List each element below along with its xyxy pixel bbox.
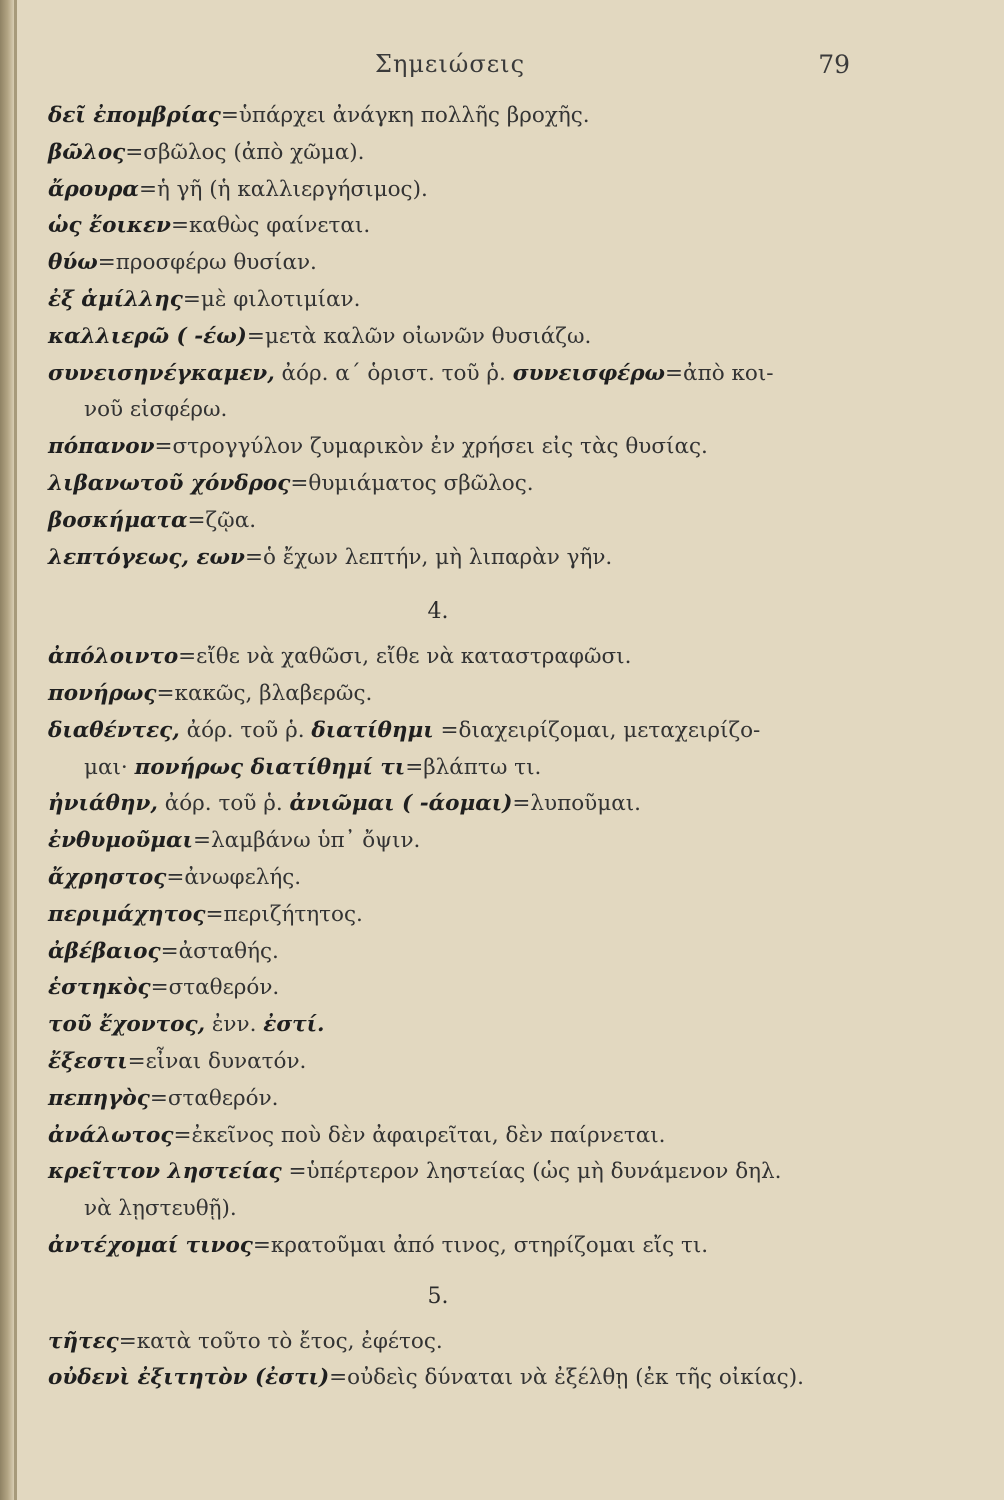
- continuation-definition: μαι·: [84, 754, 135, 780]
- gutter-edge: [14, 0, 17, 1500]
- entry-term: ἔξεστι: [48, 1048, 128, 1074]
- entry-definition: =εἴθε νὰ χαθῶσι, εἴθε νὰ καταστραφῶσι.: [178, 644, 632, 670]
- book-gutter: [0, 0, 14, 1500]
- entry-term: πονήρως: [48, 680, 157, 706]
- glossary-entry: [48, 429, 828, 466]
- entry-term-secondary: ἀνιῶμαι ( -άομαι): [289, 791, 513, 817]
- entry-definition: ἀόρ. τοῦ ῥ.: [179, 717, 312, 743]
- entry-definition: =στρογγύλον ζυμαρικὸν ἐν χρήσει εἰς τὰς θυσίας.: [154, 434, 708, 460]
- glossary-entry: [48, 98, 828, 135]
- glossary-entry: [48, 1081, 828, 1118]
- entry-term: ἄρουρα: [48, 176, 139, 202]
- glossary-entry: [48, 1324, 828, 1361]
- glossary-entry: [48, 1007, 828, 1044]
- section-heading-4: 4.: [427, 599, 449, 625]
- running-head: Σημειώσεις: [374, 50, 526, 78]
- glossary-entry: [48, 970, 828, 1007]
- entry-definition: =σταθερόν.: [149, 1085, 279, 1111]
- entry-term: βοσκήματα: [48, 507, 188, 533]
- entry-definition: =λαμβάνω ὑπ᾿ ὄψιν.: [192, 828, 421, 854]
- glossary-entry: [48, 503, 828, 540]
- glossary-entry: [48, 1228, 828, 1265]
- entry-term: διαθέντες,: [48, 717, 180, 743]
- entry-definition: =οὐδεὶς δύναται νὰ ἐξέλθῃ (ἐκ τῆς οἰκίας).: [329, 1365, 804, 1391]
- entry-term: συνεισηνέγκαμεν,: [48, 360, 275, 386]
- glossary-entry: [48, 135, 828, 172]
- entry-term: ἐξ ἁμίλλης: [48, 286, 183, 312]
- entry-term: ἀπόλοιντο: [48, 644, 179, 670]
- entry-term-secondary: ἐστί.: [263, 1012, 325, 1038]
- entry-definition: =ὑπέρτερον ληστείας (ὡς μὴ δυνάμενον δηλ.: [281, 1159, 782, 1185]
- entry-term: βῶλος: [48, 139, 126, 165]
- glossary-entry: [48, 1360, 828, 1397]
- entry-definition: =ὑπάρχει ἀνάγκη πολλῆς βροχῆς.: [220, 103, 590, 128]
- entry-term-secondary: συνεισφέρω: [512, 360, 666, 386]
- entry-term: ἀβέβαιος: [48, 938, 161, 964]
- glossary-entry: [48, 540, 828, 577]
- entry-definition: ἐνν.: [205, 1012, 264, 1038]
- glossary-entry: [48, 639, 828, 676]
- entry-term: πεπηγὸς: [48, 1085, 150, 1111]
- entry-definition: =προσφέρω θυσίαν.: [97, 250, 317, 276]
- entry-definition: =ἀσταθής.: [160, 938, 279, 964]
- entry-definition: =κακῶς, βλαβερῶς.: [156, 680, 373, 706]
- glossary-entry: [48, 1154, 828, 1228]
- entry-definition: =καθὼς φαίνεται.: [170, 213, 371, 239]
- page-number: 79: [818, 50, 850, 79]
- entry-definition: =σβῶλος (ἀπὸ χῶμα).: [125, 139, 365, 165]
- entry-definition: =ἡ γῆ (ἡ καλλιεργήσιμος).: [138, 176, 428, 202]
- entry-definition: =μὲ φιλοτιμίαν.: [182, 286, 361, 312]
- glossary-entry: [48, 172, 828, 209]
- entry-term: περιμάχητος: [48, 901, 206, 927]
- glossary-entry: [48, 1044, 828, 1081]
- glossary-entry: [48, 1118, 828, 1155]
- entry-definition: =εἶναι δυνατόν.: [127, 1048, 307, 1074]
- entry-definition: =μετὰ καλῶν οἰωνῶν θυσιάζω.: [246, 323, 592, 349]
- entry-definition: =σταθερόν.: [150, 975, 280, 1001]
- glossary-entry: [48, 356, 828, 430]
- entry-term: ὡς ἔοικεν: [48, 213, 171, 239]
- section-heading-5: 5.: [427, 1283, 449, 1309]
- entry-definition-secondary: =ἀπὸ κοι-: [665, 360, 774, 386]
- entry-definition: ἀόρ. α΄ ὁριστ. τοῦ ῥ.: [274, 360, 513, 386]
- continuation-definition-secondary: =βλάπτω τι.: [405, 754, 542, 780]
- entry-term-secondary: διατίθημι: [311, 717, 434, 743]
- entry-term: ἀνάλωτος: [48, 1122, 174, 1148]
- entry-term: ἀντέχομαί τινος: [48, 1232, 253, 1258]
- glossary-entry: [48, 282, 828, 319]
- entry-definition-secondary: =διαχειρίζομαι, μεταχειρίζο-: [433, 717, 761, 743]
- entry-definition-secondary: =λυποῦμαι.: [512, 791, 641, 817]
- entry-term: κρεῖττον ληστείας: [48, 1159, 282, 1185]
- glossary-entry: [48, 934, 828, 971]
- entry-term: λιβανωτοῦ χόνδρος: [48, 470, 291, 496]
- glossary-entry: [48, 786, 828, 823]
- entry-term: τοῦ ἔχοντος,: [48, 1012, 206, 1038]
- glossary-content: [48, 98, 828, 1397]
- entry-term: δεῖ ἐπομβρίας: [48, 103, 221, 128]
- glossary-entry: [48, 897, 828, 934]
- entry-definition: =ὁ ἔχων λεπτήν, μὴ λιπαρὰν γῆν.: [244, 544, 613, 570]
- entry-definition: =κατὰ τοῦτο τὸ ἔτος, ἐφέτος.: [118, 1328, 443, 1354]
- entry-term: πόπανον: [48, 434, 155, 460]
- entry-definition: =κρατοῦμαι ἀπό τινος, στηρίζομαι εἴς τι.: [252, 1232, 709, 1258]
- entry-term: καλλιερῶ ( -έω): [48, 323, 247, 349]
- glossary-entry: [48, 245, 828, 282]
- glossary-entry: [48, 860, 828, 897]
- entry-definition: ἀόρ. τοῦ ῥ.: [157, 791, 290, 817]
- entry-term: λεπτόγεως, εων: [48, 544, 245, 570]
- entry-definition: =θυμιάματος σβῶλος.: [290, 470, 534, 496]
- glossary-entry: [48, 713, 828, 787]
- entry-term: οὐδενὶ ἐξιτητὸν (ἐστι): [48, 1365, 330, 1391]
- glossary-entry: [48, 823, 828, 860]
- entry-term: θύω: [48, 250, 98, 276]
- glossary-entry: [48, 676, 828, 713]
- entry-definition: =ζῷα.: [187, 507, 257, 533]
- entry-continuation: νοῦ εἰσφέρω.: [84, 397, 228, 423]
- glossary-entry: [48, 466, 828, 503]
- entry-term: τῆτες: [48, 1328, 119, 1354]
- glossary-entry: [48, 208, 828, 245]
- entry-definition: =περιζήτητος.: [205, 901, 363, 927]
- glossary-entry: [48, 319, 828, 356]
- entry-continuation: νὰ λῃστευθῇ).: [84, 1196, 237, 1222]
- continuation-term: πονήρως διατίθημί τι: [134, 754, 406, 780]
- entry-definition: =ἀνωφελής.: [166, 864, 302, 890]
- entry-continuation: [48, 750, 828, 787]
- entry-definition: =ἐκεῖνος ποὺ δὲν ἀφαιρεῖται, δὲν παίρνεται.: [173, 1122, 666, 1148]
- entry-term: ἑστηκὸς: [48, 975, 151, 1001]
- entry-term: ἠνιάθην,: [48, 791, 158, 817]
- entry-term: ἄχρηστος: [48, 864, 167, 890]
- entry-term: ἐνθυμοῦμαι: [48, 828, 193, 854]
